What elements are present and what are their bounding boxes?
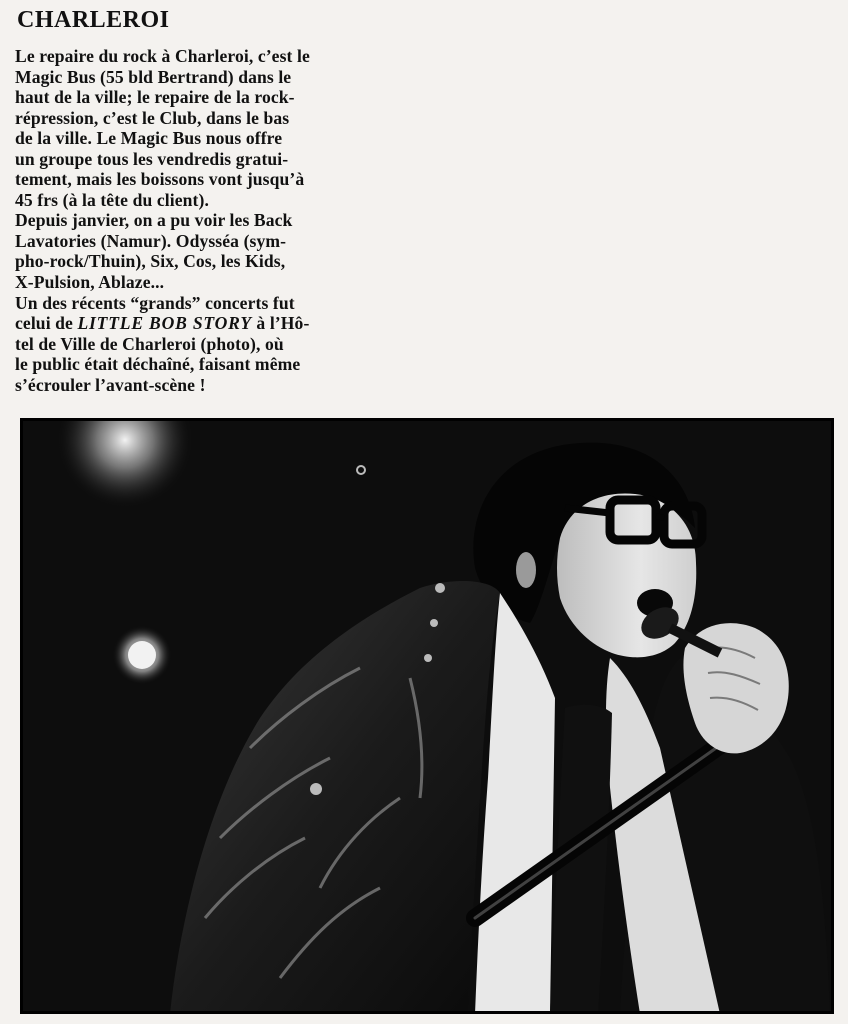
article-line: pho-rock/Thuin), Six, Cos, les Kids, xyxy=(15,251,286,272)
article-line: Lavatories (Namur). Odysséa (sym- xyxy=(15,230,287,251)
article-line: Magic Bus (55 bld Bertrand) dans le xyxy=(15,66,292,87)
singer-ear xyxy=(516,552,536,588)
article-line: Le repaire du rock à Charleroi, c’est le xyxy=(15,46,310,66)
line-prefix: celui de xyxy=(15,313,78,334)
article-line: s’écrouler l’avant-scène ! xyxy=(15,374,206,395)
article-line: X-Pulsion, Ablaze... xyxy=(15,272,165,293)
article-line: haut de la ville; le repaire de la rock- xyxy=(15,87,295,108)
article-line: de la ville. Le Magic Bus nous offre xyxy=(15,128,283,149)
line-suffix: à l’Hô- xyxy=(251,313,310,334)
article-line: tel de Ville de Charleroi (photo), où xyxy=(15,333,284,354)
article-line: tement, mais les boissons vont jusqu’à xyxy=(15,169,305,190)
article-line: 45 frs (à la tête du client). xyxy=(15,189,209,210)
article-line: un groupe tous les vendredis gratui- xyxy=(15,148,289,169)
article-text xyxy=(15,6,410,395)
article-line-band xyxy=(15,313,410,334)
article-line: Un des récents “grands” concerts fut xyxy=(15,292,295,313)
concert-photo xyxy=(20,418,834,1014)
concert-photo-illustration xyxy=(20,418,834,1014)
article-headline: CHARLEROI xyxy=(17,7,170,33)
stage-light-core xyxy=(128,641,156,669)
article-line: le public était déchaîné, faisant même xyxy=(15,354,301,375)
band-name: LITTLE BOB STORY xyxy=(77,313,252,334)
article-line: répression, c’est le Club, dans le bas xyxy=(15,107,290,128)
article-line: Depuis janvier, on a pu voir les Back xyxy=(15,210,293,231)
